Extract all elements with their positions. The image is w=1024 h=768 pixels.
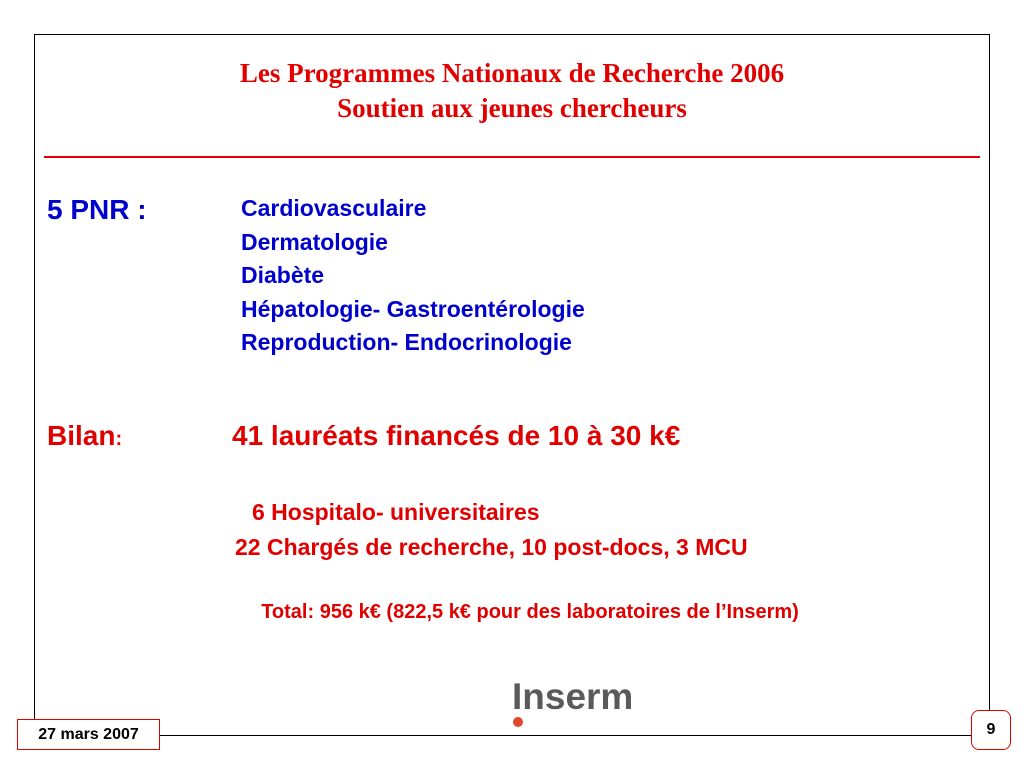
footer-date: 27 mars 2007 — [17, 719, 160, 750]
pnr-item: Diabète — [241, 262, 325, 288]
slide-title — [34, 56, 990, 126]
page-number: 9 — [971, 710, 1011, 750]
pnr-list — [241, 192, 585, 360]
pnr-item: Cardiovasculaire — [241, 195, 427, 221]
inserm-logo — [512, 678, 652, 728]
pnr-item: Dermatologie — [241, 228, 388, 255]
slide-frame — [34, 34, 990, 736]
bilan-detail-charges: 22 Chargés de recherche, 10 post-docs, 3 MCU — [235, 534, 748, 560]
bilan-label-text: Bilan — [47, 420, 116, 451]
title-divider — [44, 156, 980, 158]
pnr-item: Reproduction- Endocrinologie — [241, 329, 572, 355]
bilan-detail-hospitalo: 6 Hospitalo- universitaires — [252, 499, 540, 525]
title-line-1: Les Programmes Nationaux de Recherche 2006 — [239, 58, 785, 88]
bilan-colon: : — [115, 428, 123, 450]
bilan-label — [47, 420, 122, 452]
bilan-total: Total: 956 k€ (822,5 k€ pour des laboratoires de l’Inserm) — [261, 601, 799, 623]
pnr-label: 5 PNR : — [47, 194, 147, 225]
title-line-2: Soutien aux jeunes chercheurs — [337, 93, 687, 123]
inserm-logo-text: Inserm — [512, 676, 634, 717]
inserm-logo-dot-icon — [513, 717, 523, 727]
pnr-item: Hépatologie- Gastroentérologie — [241, 295, 585, 322]
bilan-summary: 41 lauréats financés de 10 à 30 k€ — [232, 420, 681, 451]
